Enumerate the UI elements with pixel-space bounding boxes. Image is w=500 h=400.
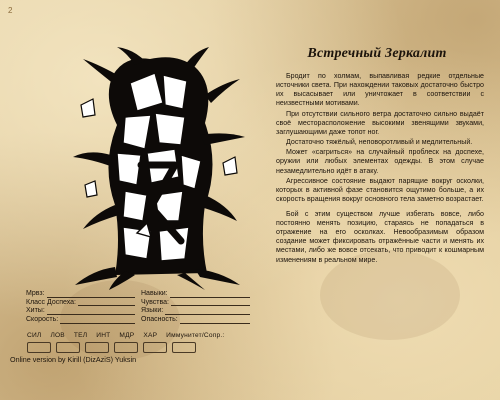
ability-scores bbox=[27, 332, 224, 339]
ability-value-box bbox=[85, 342, 109, 353]
stat-row bbox=[26, 299, 256, 308]
stat-label: Опасность: bbox=[141, 315, 178, 323]
immunity-resistance-label: Иммунитет/Сопр.: bbox=[166, 332, 225, 339]
stat-value-line bbox=[170, 291, 250, 298]
page-number: 2 bbox=[8, 6, 13, 15]
stat-label: Класс Доспеха: bbox=[26, 298, 77, 306]
stat-value-line bbox=[47, 308, 135, 315]
ability-str: СИЛ bbox=[27, 332, 42, 339]
stat-value-line bbox=[171, 299, 250, 306]
stat-row bbox=[26, 290, 256, 299]
credits-footer: Online version by Kirill (DizAziS) Yuksin bbox=[10, 355, 137, 364]
stat-row bbox=[26, 307, 256, 316]
description-text bbox=[276, 72, 484, 266]
ability-value-box bbox=[56, 342, 80, 353]
ability-value-box bbox=[27, 342, 51, 353]
stat-block bbox=[26, 290, 256, 324]
stat-value-line bbox=[180, 317, 250, 324]
stat-label: Чувства: bbox=[141, 298, 169, 306]
stat-label: Навыки: bbox=[141, 290, 168, 297]
ability-con: ТЕЛ bbox=[73, 332, 88, 339]
paragraph: Достаточно тяжёлый, неповоротливый и медлительный. bbox=[286, 138, 473, 147]
stat-row bbox=[26, 316, 256, 325]
paragraph: Может «сагриться» на случайный проблеск на доспехе, оружии или любых элементах одежды. В этом случае незамедлительно идёт в атаку. bbox=[276, 148, 484, 175]
paragraph: При отсутствии сильного ветра достаточно сильно выдаёт своё месторасположение высокими звенящими звуками, заглушающими даже топот ног. bbox=[276, 109, 484, 136]
mirror-creature-illustration bbox=[55, 45, 260, 290]
stat-value-line bbox=[165, 308, 250, 315]
creature-title: Встречный Зеркалит bbox=[307, 46, 447, 61]
ability-value-box bbox=[172, 342, 196, 353]
ability-dex: ЛОВ bbox=[50, 332, 65, 339]
stat-label: Мрвз: bbox=[26, 290, 45, 297]
ability-int: ИНТ bbox=[96, 332, 111, 339]
ability-value-boxes bbox=[27, 342, 196, 353]
stat-value-line bbox=[60, 317, 135, 324]
ability-wis: МДР bbox=[119, 332, 135, 339]
stat-label: Скорость: bbox=[26, 315, 59, 323]
ability-value-box bbox=[143, 342, 167, 353]
stat-value-line bbox=[47, 291, 135, 298]
stat-value-line bbox=[78, 299, 135, 306]
paragraph: Бой с этим существом лучше избегать вовсе, либо постоянно менять позицию, стараясь не попадаться в отражение на его осколках. Невообразимым образом создание может фиксировать отражённые части и менять их местами, либо же вовсе отсекать, что приводит к кошмарным изменениям в реальном мире. bbox=[276, 210, 484, 264]
ability-cha: ХАР bbox=[143, 332, 158, 339]
stat-label: Языки: bbox=[141, 307, 164, 315]
ability-value-box bbox=[114, 342, 138, 353]
stat-label: Хиты: bbox=[26, 307, 45, 315]
paragraph: Агрессивное состояние выдают парящие вокруг осколки, которых в активной фазе становится ощутимо больше, а их скорость вращения вокруг основного тела заметно возрастает. bbox=[276, 176, 484, 203]
paragraph: Бродит по холмам, выпавливая редкие отдельные источники света. При нахождении таковых достаточно быстро их высасывает или уничтожает в соответствии с неизвестными мотивами. bbox=[276, 72, 484, 108]
